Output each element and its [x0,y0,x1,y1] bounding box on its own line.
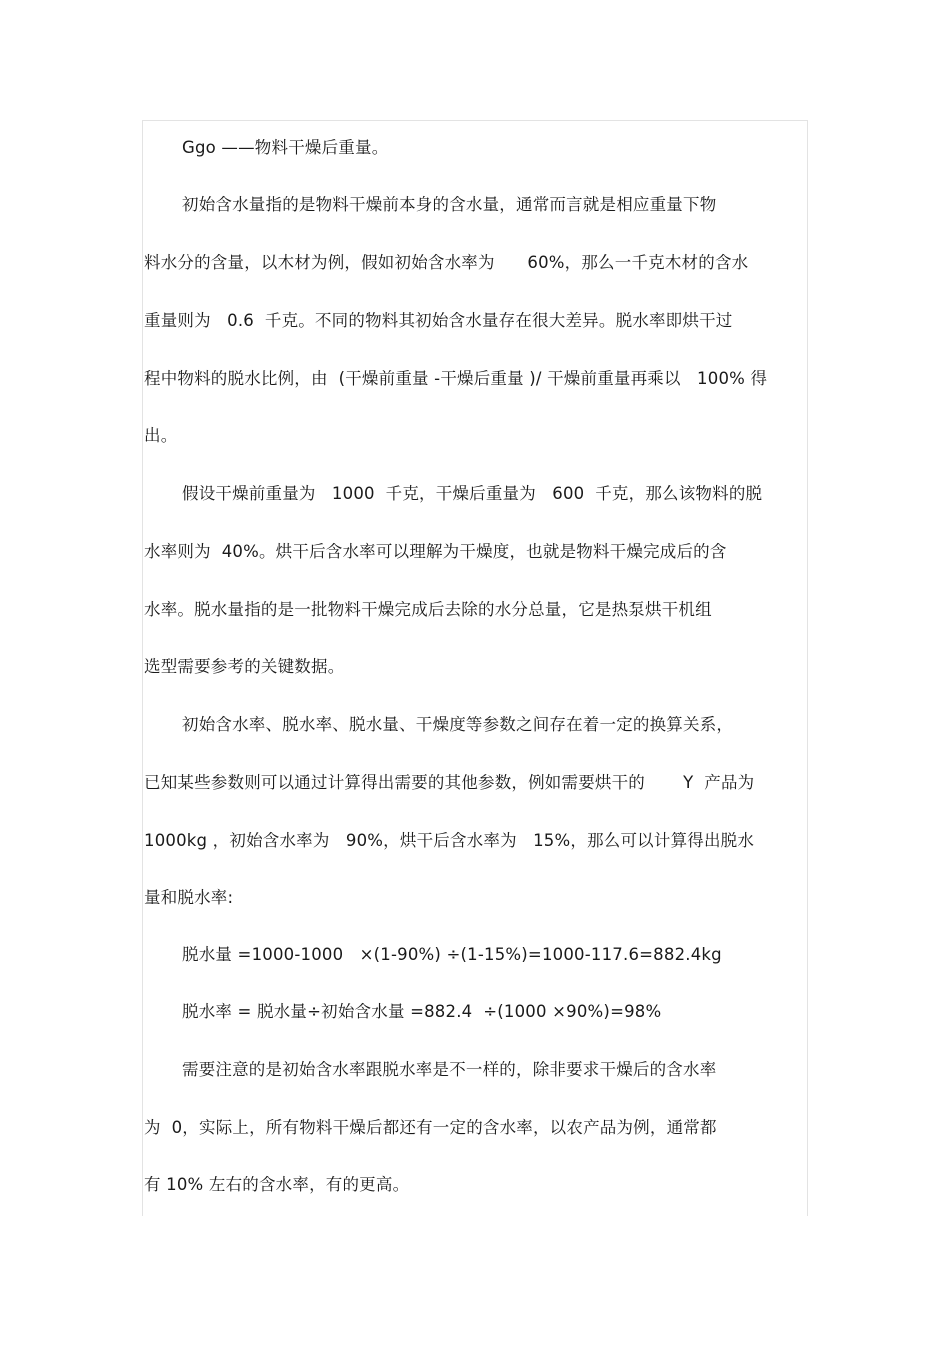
text-line-dehydration-formula: 程中物料的脱水比例，由 (干燥前重量 -干燥后重量 )/ 干燥前重量再乘以 100% 得 [144,369,768,388]
text-line-key-data: 选型需要参考的关键数据。 [144,657,345,676]
text-line-paragraph-end: 出。 [144,426,178,445]
text-line-agricultural-example: 有 10% 左右的含水率，有的更高。 [144,1175,410,1194]
formula-dehydration-rate: 脱水率 = 脱水量÷初始含水量 =882.4 ÷(1000 ×90%)=98% [182,1002,662,1021]
text-line-note: 需要注意的是初始含水率跟脱水率是不一样的，除非要求干燥后的含水率 [182,1060,717,1079]
text-line-wood-example: 料水分的含量，以木材为例，假如初始含水率为 60%，那么一千克木材的含水 [144,253,749,272]
text-line-moisture-values: 1000kg ，初始含水率为 90%，烘干后含水率为 15%，那么可以计算得出脱水 [144,831,755,850]
text-line-conversion-relation: 初始含水率、脱水率、脱水量、干燥度等参数之间存在着一定的换算关系， [182,715,734,734]
text-line-residual-moisture: 为 0，实际上，所有物料干燥后都还有一定的含水率，以农产品为例，通常都 [144,1118,717,1137]
text-line-initial-moisture-intro: 初始含水量指的是物料干燥前本身的含水量，通常而言就是相应重量下物 [182,195,717,214]
text-line-ggo-definition: Ggo ——物料干燥后重量。 [182,138,389,157]
text-line-calc-intro: 量和脱水率: [144,888,234,907]
text-line-product-example: 已知某些参数则可以通过计算得出需要的其他参数，例如需要烘干的 Y 产品为 [144,773,755,792]
text-line-dehydration-rate-intro: 重量则为 0.6 千克。不同的物料其初始含水量存在很大差异。脱水率即烘干过 [144,311,733,330]
text-line-example-weights: 假设干燥前重量为 1000 千克，干燥后重量为 600 千克，那么该物料的脱 [182,484,763,503]
text-line-dryness-definition: 水率则为 40%。烘干后含水率可以理解为干燥度，也就是物料干燥完成后的含 [144,542,727,561]
formula-water-removal: 脱水量 =1000-1000 ×(1-90%) ÷(1-15%)=1000-117.6=882.4kg [182,945,722,964]
text-line-water-removal-definition: 水率。脱水量指的是一批物料干燥完成后去除的水分总量，它是热泵烘干机组 [144,600,712,619]
